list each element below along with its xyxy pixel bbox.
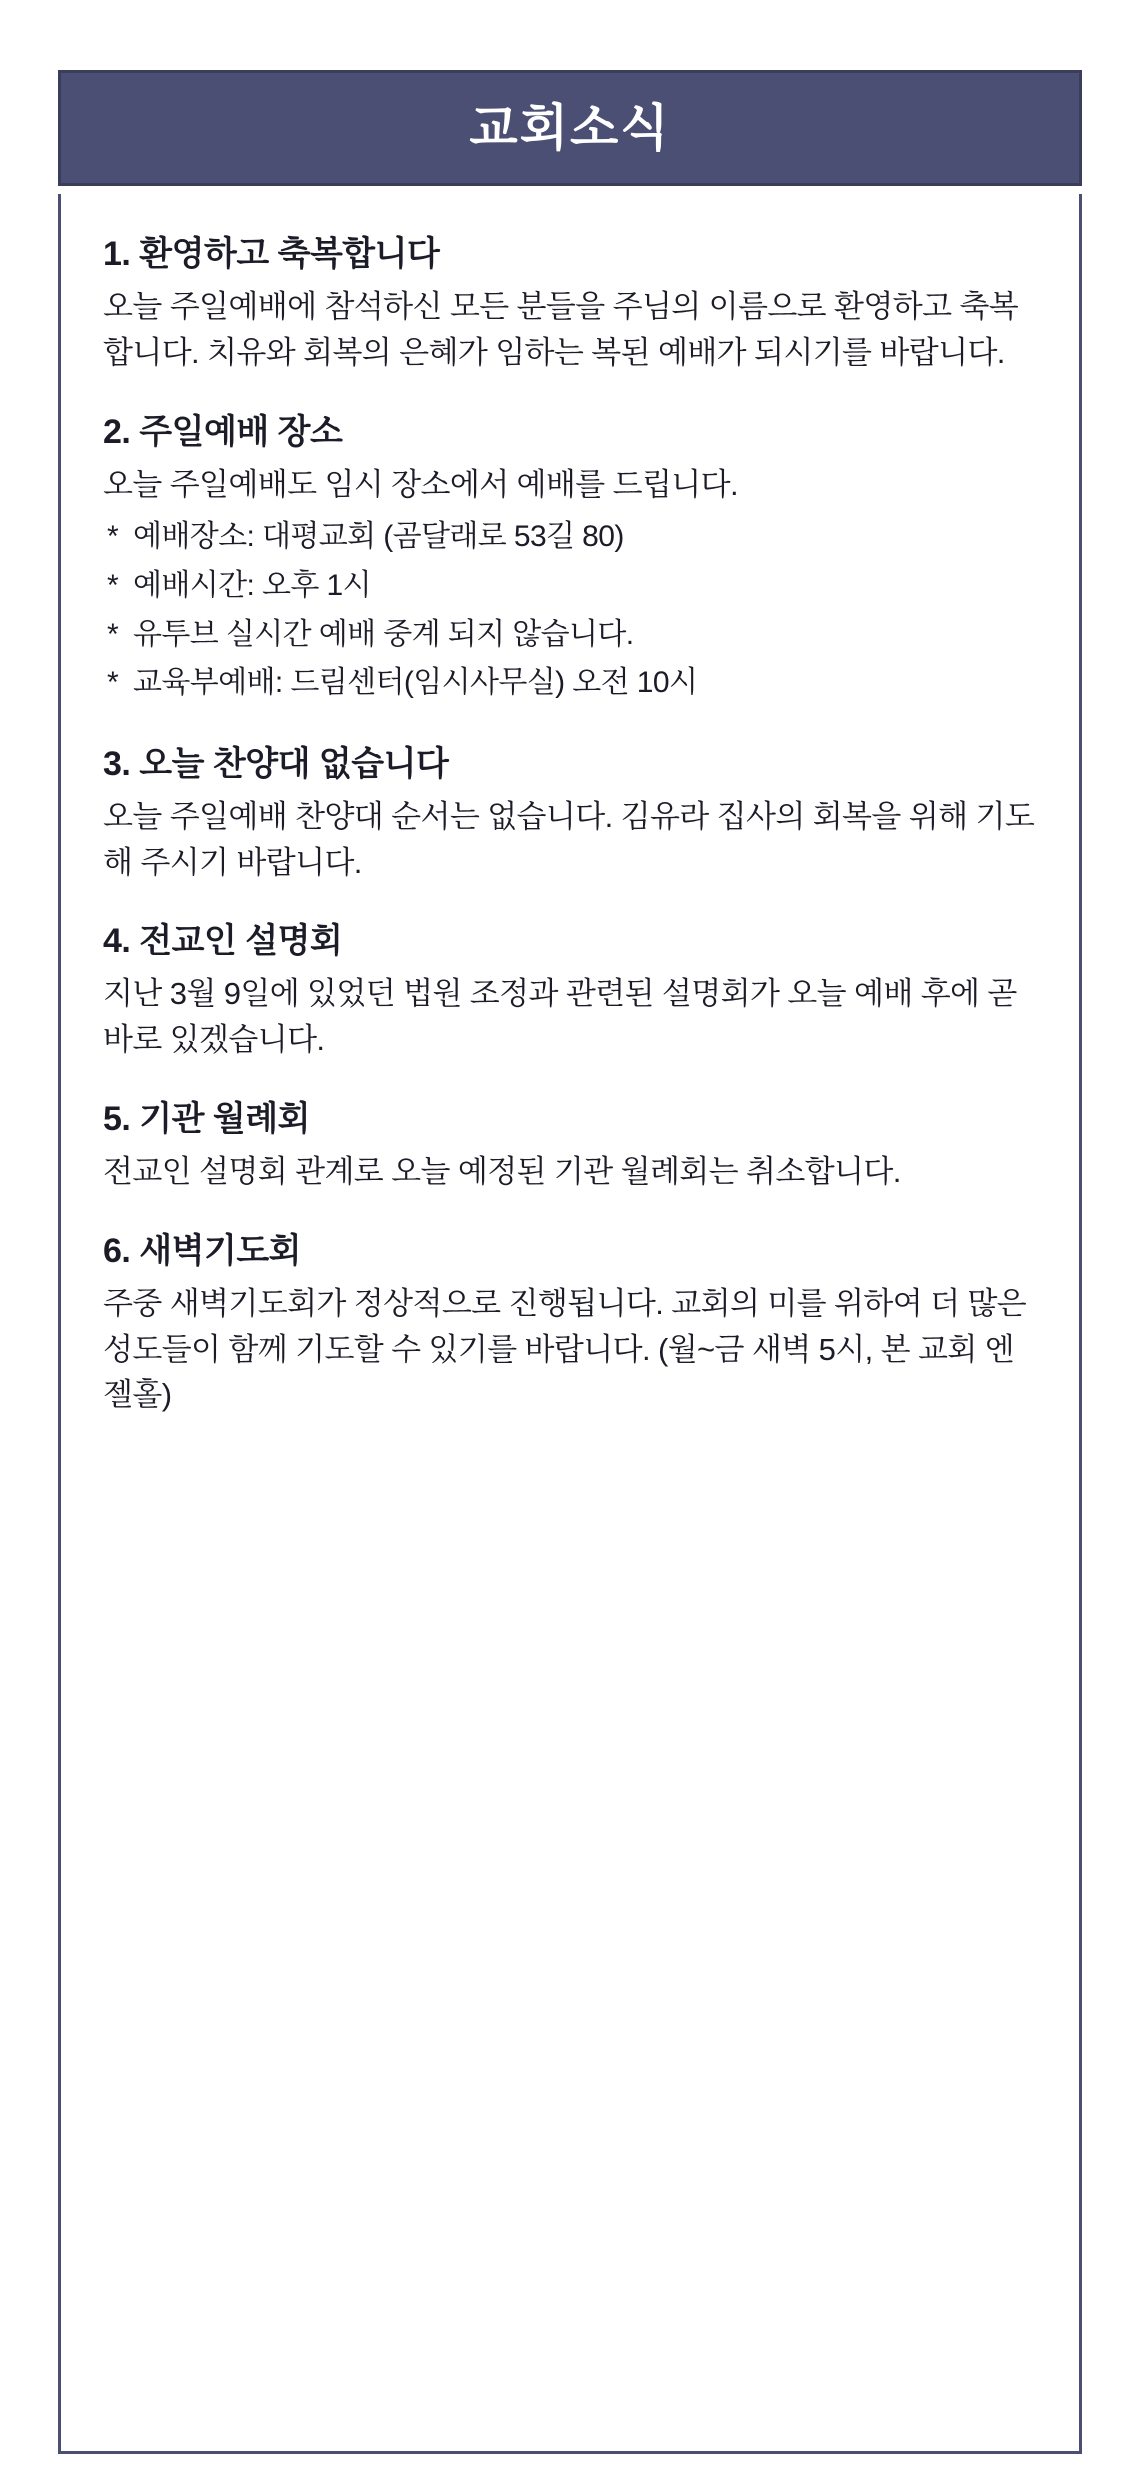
notice-section-5 xyxy=(103,1097,1037,1195)
section-paragraph: 오늘 주일예배도 임시 장소에서 예배를 드립니다. xyxy=(103,466,738,502)
notice-body xyxy=(58,194,1082,2454)
list-item xyxy=(103,611,1037,660)
bullet-marker-icon: * xyxy=(107,666,119,700)
list-item xyxy=(103,513,1037,562)
notice-section-1 xyxy=(103,232,1037,376)
list-item-label: 교육부예배: 드림센터(임시사무실) 오전 10시 xyxy=(133,666,698,700)
list-item xyxy=(103,659,1037,708)
section-paragraph: 주중 새벽기도회가 정상적으로 진행됩니다. 교회의 미를 위하여 더 많은 성도들이 함께 기도할 수 있기를 바랍니다. (월~금 새벽 5시, 본 교회 엔젤홀) xyxy=(103,1285,1027,1413)
list-item-label: 유투브 실시간 예배 중계 되지 않습니다. xyxy=(133,617,634,651)
bullet-marker-icon: * xyxy=(107,569,119,602)
section-paragraph: 오늘 주일예배 찬양대 순서는 없습니다. 김유라 집사의 회복을 위해 기도해 주시기 바랍니다. xyxy=(103,798,1035,880)
section-title: 5. 기관 월례회 xyxy=(103,1100,310,1139)
section-title: 3. 오늘 찬양대 없습니다 xyxy=(103,744,449,783)
section-paragraph: 전교인 설명회 관계로 오늘 예정된 기관 월례회는 취소합니다. xyxy=(103,1153,901,1189)
bullet-marker-icon: * xyxy=(107,617,119,651)
list-item-label: 예배장소: 대평교회 (곰달래로 53길 80) xyxy=(133,520,624,554)
notice-section-2 xyxy=(103,410,1037,708)
section-bullet-list xyxy=(103,513,1037,707)
notice-section-6 xyxy=(103,1229,1037,1419)
list-item xyxy=(103,562,1037,611)
list-item-label: 예배시간: 오후 1시 xyxy=(133,569,371,602)
section-paragraph: 오늘 주일예배에 참석하신 모든 분들을 주님의 이름으로 환영하고 축복합니다. 치유와 회복의 은혜가 임하는 복된 예배가 되시기를 바랍니다. xyxy=(103,288,1019,370)
bullet-marker-icon: * xyxy=(107,520,119,554)
notice-section-3 xyxy=(103,742,1037,886)
header-bar xyxy=(58,70,1082,186)
section-title: 4. 전교인 설명회 xyxy=(103,922,343,961)
section-title: 6. 새벽기도회 xyxy=(103,1231,302,1270)
section-title: 2. 주일예배 장소 xyxy=(103,412,343,451)
notice-section-4 xyxy=(103,919,1037,1063)
section-title: 1. 환영하고 축복합니다 xyxy=(103,235,440,273)
section-paragraph: 지난 3월 9일에 있었던 법원 조정과 관련된 설명회가 오늘 예배 후에 곧바로 있겠습니다. xyxy=(103,976,1017,1058)
page-title: 교회소식 xyxy=(469,100,671,156)
